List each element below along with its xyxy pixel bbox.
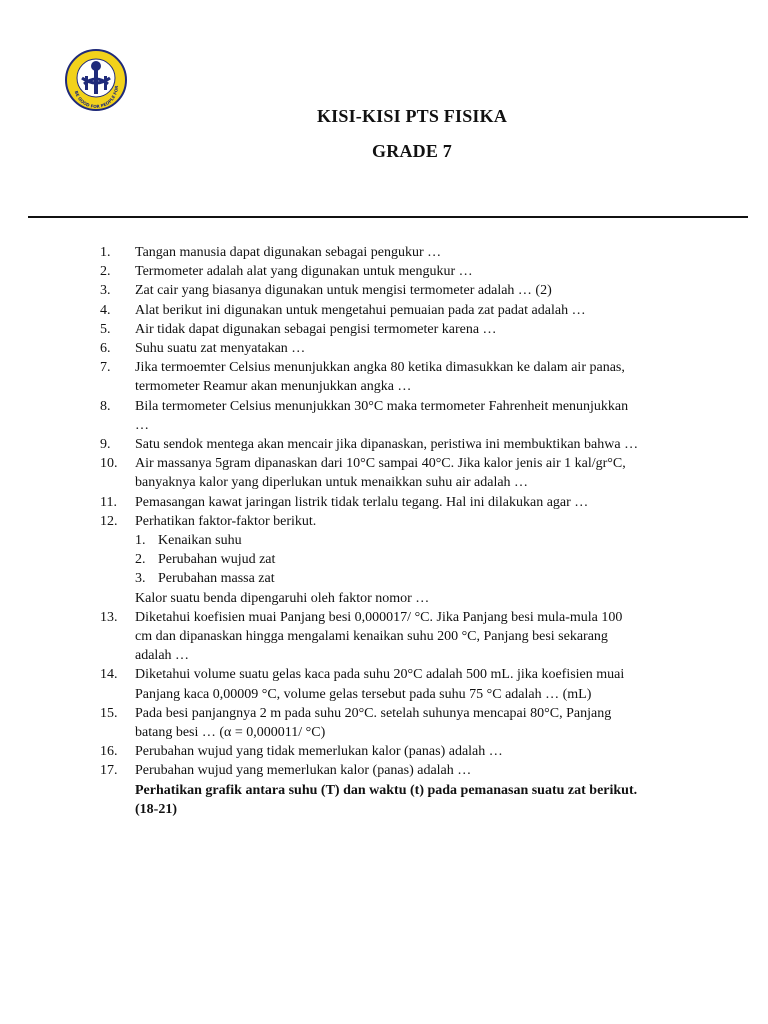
question-text-line: Diketahui koefisien muai Panjang besi 0,000017/ °C. Jika Panjang besi mula-mula 100 <box>135 609 623 625</box>
question-text-line: Panjang kaca 0,00009 °C, volume gelas tersebut pada suhu 75 °C adalah … (mL) <box>135 686 592 702</box>
school-emblem-graphic <box>64 48 128 112</box>
sub-item-text: Kenaikan suhu <box>158 533 242 549</box>
document-subtitle: GRADE 7 <box>372 141 452 161</box>
question-text <box>135 454 680 492</box>
question-item <box>100 704 700 742</box>
question-item <box>100 493 700 512</box>
question-text <box>135 243 680 262</box>
question-text-line: Jika termoemter Celsius menunjukkan angka 80 ketika dimasukkan ke dalam air panas, <box>135 360 625 376</box>
header-divider <box>28 216 748 218</box>
question-text <box>135 358 680 396</box>
question-text-line: Pemasangan kawat jaringan listrik tidak terlalu tegang. Hal ini dilakukan agar … <box>135 494 589 510</box>
question-text-line: banyaknya kalor yang diperlukan untuk menaikkan suhu air adalah … <box>135 475 529 491</box>
question-text-line: Zat cair yang biasanya digunakan untuk mengisi termometer adalah … (2) <box>135 283 552 299</box>
question-item <box>100 320 700 339</box>
question-number: 2. <box>100 264 111 280</box>
question-number: 11. <box>100 494 117 510</box>
question-number: 15. <box>100 705 118 721</box>
graph-instruction-line: (18-21) <box>135 801 177 817</box>
question-text <box>135 742 680 761</box>
question-text-line: cm dan dipanaskan hingga mengalami kenaikan suhu 200 °C, Panjang besi sekarang <box>135 629 608 645</box>
question-text <box>135 320 680 339</box>
question-text-line: Perubahan wujud yang tidak memerlukan kalor (panas) adalah … <box>135 744 503 760</box>
document-title: KISI-KISI PTS FISIKA <box>316 106 508 126</box>
question-text-line: Alat berikut ini digunakan untuk mengetahui pemuaian pada zat padat adalah … <box>135 302 586 318</box>
question-number: 12. <box>100 513 118 529</box>
question-text <box>135 512 680 608</box>
school-emblem-icon <box>64 48 128 112</box>
question-text-line: batang besi … (α = 0,000011/ °C) <box>135 725 326 741</box>
question-text <box>135 397 680 435</box>
question-item <box>100 358 700 396</box>
question-number: 14. <box>100 667 118 683</box>
question-text-line: Suhu suatu zat menyatakan … <box>135 341 306 357</box>
question-text-line: Termometer adalah alat yang digunakan untuk mengukur … <box>135 264 473 280</box>
question-text-line: Air massanya 5gram dipanaskan dari 10°C sampai 40°C. Jika kalor jenis air 1 kal/gr°C, <box>135 456 626 472</box>
question-item <box>100 301 700 320</box>
question-text <box>135 262 680 281</box>
question-number: 6. <box>100 341 111 357</box>
graph-instruction <box>100 781 700 819</box>
question-text <box>135 608 680 666</box>
question-followup-text: Kalor suatu benda dipengaruhi oleh faktor nomor … <box>135 590 430 606</box>
question-text-line: Pada besi panjangnya 2 m pada suhu 20°C. setelah suhunya mencapai 80°C, Panjang <box>135 705 612 721</box>
question-number: 1. <box>100 245 111 260</box>
sub-item-number: 2. <box>135 552 146 568</box>
question-number: 13. <box>100 609 118 625</box>
question-item <box>100 665 700 703</box>
sub-item-number: 3. <box>135 571 146 587</box>
question-item <box>100 243 700 262</box>
question-text <box>135 665 680 703</box>
question-text <box>135 704 680 742</box>
question-text-line: … <box>135 417 149 433</box>
question-text <box>135 493 680 512</box>
question-item <box>100 742 700 761</box>
question-text-line: adalah … <box>135 648 190 664</box>
question-text-line: Perubahan wujud yang memerlukan kalor (panas) adalah … <box>135 763 472 779</box>
question-item <box>100 512 700 608</box>
question-number: 10. <box>100 456 118 472</box>
question-number: 3. <box>100 283 111 299</box>
question-text-line: Satu sendok mentega akan mencair jika dipanaskan, peristiwa ini membuktikan bahwa … <box>135 437 639 453</box>
sub-item <box>135 531 680 550</box>
question-number: 4. <box>100 302 111 318</box>
question-number: 7. <box>100 360 111 376</box>
question-item <box>100 262 700 281</box>
emblem-arc-text: BE GOOD FOR PEOPLE FOR <box>73 85 120 110</box>
question-item <box>100 281 700 300</box>
sub-item-text: Perubahan wujud zat <box>158 552 276 568</box>
question-item <box>100 435 700 454</box>
sub-item-text: Perubahan massa zat <box>158 571 275 587</box>
question-text-line: Tangan manusia dapat digunakan sebagai pengukur … <box>135 245 442 260</box>
question-text-line: Air tidak dapat digunakan sebagai pengisi termometer karena … <box>135 321 497 337</box>
graph-instruction-text <box>135 781 680 819</box>
question-number: 5. <box>100 321 111 337</box>
question-number: 16. <box>100 744 118 760</box>
sub-item-number: 1. <box>135 533 146 549</box>
question-number: 9. <box>100 437 111 453</box>
question-number: 17. <box>100 763 118 779</box>
question-text-line: Diketahui volume suatu gelas kaca pada suhu 20°C adalah 500 mL. jika koefisien muai <box>135 667 625 683</box>
sub-item <box>135 569 680 588</box>
question-text <box>135 301 680 320</box>
question-number: 8. <box>100 398 111 414</box>
question-item <box>100 397 700 435</box>
question-text-line: termometer Reamur akan menunjukkan angka … <box>135 379 412 395</box>
question-item <box>100 761 700 780</box>
question-text <box>135 339 680 358</box>
question-text-line: Bila termometer Celsius menunjukkan 30°C maka termometer Fahrenheit menunjukkan <box>135 398 629 414</box>
question-text <box>135 281 680 300</box>
question-item <box>100 339 700 358</box>
graph-instruction-line: Perhatikan grafik antara suhu (T) dan waktu (t) pada pemanasan suatu zat berikut. <box>135 782 638 798</box>
question-item <box>100 454 700 492</box>
sub-item <box>135 550 680 569</box>
question-text <box>135 761 680 780</box>
question-text-line: Perhatikan faktor-faktor berikut. <box>135 513 317 529</box>
question-text <box>135 435 680 454</box>
question-list <box>100 243 700 819</box>
question-item <box>100 608 700 666</box>
